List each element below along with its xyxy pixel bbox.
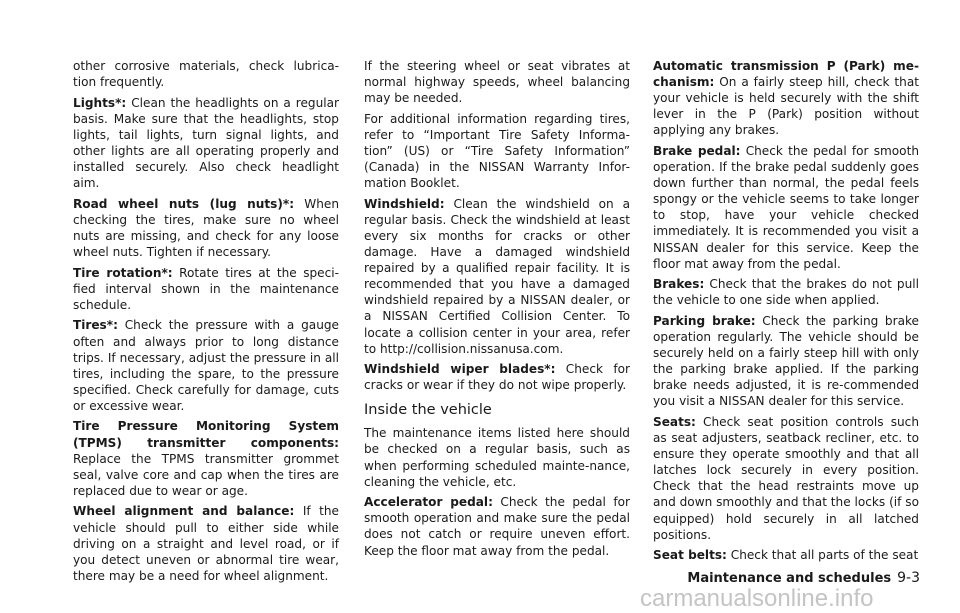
manual-paragraph <box>73 196 339 260</box>
item-text: other corrosive materials, check lubrica-tion frequently. <box>73 59 339 90</box>
item-text: When checking the tires, make sure no wheel nuts are missing, and check for any loose wheel nuts. Tighten if necessary. <box>73 196 339 260</box>
manual-paragraph <box>653 313 919 410</box>
column-middle <box>364 58 630 563</box>
item-term: Brakes: <box>653 277 705 292</box>
item-text: For additional information regarding tires, refer to “Important Tire Safety Informa-tion” (US) or “Tire Safety Information” (Canada) in the NISSAN Warranty Infor-mation Booklet. <box>364 111 630 191</box>
item-text: Clean the headlights on a regular basis. Make sure that the headlights, stop lights, tail lights, turn signal lights, and other lights are all operating properly and installed securely. Also check headlight aim. <box>73 95 339 191</box>
manual-paragraph <box>653 143 919 272</box>
item-text: Check the parking brake operation regularly. The vehicle should be securely held on a fairly steep hill with only the parking brake applied. If the parking brake needs adjusted, it is re-commended you visit a NISSAN dealer for this service. <box>653 313 919 409</box>
item-term: Accelerator pedal: <box>364 495 493 510</box>
item-text: Clean the windshield on a regular basis. Check the windshield at least every six months for cracks or other damage. Have a damaged windshield repaired by a qualified repair facility. It is recommended that you have a damaged windshield repaired by a NISSAN dealer, or a NISSAN Certified Collision Center. To locate a collision center in your area, refer to http://collision.nissanusa.com. <box>364 196 630 356</box>
manual-paragraph <box>364 196 630 357</box>
item-term: Seat belts: <box>653 548 727 563</box>
manual-paragraph <box>73 95 339 192</box>
item-term: Windshield: <box>364 196 445 211</box>
manual-paragraph <box>364 58 630 106</box>
manual-paragraph <box>73 503 339 583</box>
item-text: Check that all parts of the seat <box>730 548 919 563</box>
item-term: Tire Pressure Monitoring System (TPMS) transmitter components: <box>73 419 339 450</box>
item-text: If the vehicle should pull to either side while driving on a straight and level road, or if you detect uneven or abnormal tire wear, there may be a need for wheel alignment. <box>73 504 339 583</box>
manual-paragraph <box>364 111 630 191</box>
item-term: Windshield wiper blades*: <box>364 362 556 377</box>
item-text: Check for cracks or wear if they do not wipe properly. <box>364 362 630 393</box>
manual-paragraph <box>653 58 919 138</box>
item-text: Replace the TPMS transmitter grommet seal, valve core and cap when the tires are replaced due to wear or age. <box>73 451 339 498</box>
section-heading-inside-vehicle: Inside the vehicle <box>364 402 492 419</box>
column-right <box>653 58 919 568</box>
page-footer <box>687 570 920 586</box>
item-term: Lights*: <box>73 95 127 110</box>
manual-paragraph <box>653 276 919 308</box>
item-text: The maintenance items listed here should be checked on a regular basis, such as when performing scheduled mainte-nance, cleaning the vehicle, etc. <box>364 426 630 489</box>
item-text: Check seat position controls such as seat adjusters, seatback recliner, etc. to ensure they operate smoothly and that all latches lock securely in every position. Check that the head restraints move up and down smoothly and that the locks (if so equipped) hold securely in all latched positions. <box>653 414 919 542</box>
item-text: Check the pressure with a gauge often and always prior to long distance trips. If necessary, adjust the pressure in all tires, including the spare, to the pressure specified. Check carefully for damage, cuts or excessive wear. <box>73 318 339 413</box>
manual-paragraph <box>364 494 630 558</box>
footer-section-title: Maintenance and schedules <box>687 571 892 586</box>
manual-paragraph <box>73 317 339 414</box>
item-term: Road wheel nuts (lug nuts)*: <box>73 196 295 211</box>
item-text: Check that the brakes do not pull the vehicle to one side when applied. <box>653 277 919 308</box>
manual-paragraph <box>653 414 919 543</box>
item-text: Rotate tires at the speci-fied interval shown in the maintenance schedule. <box>73 265 339 312</box>
manual-paragraph <box>364 361 630 393</box>
item-term: Wheel alignment and balance: <box>73 504 295 519</box>
item-text: Check the pedal for smooth operation and make sure the pedal does not catch or require uneven effort. Keep the floor mat away from the pedal. <box>364 495 631 558</box>
item-text: On a fairly steep hill, check that your vehicle is held securely with the shift lever in the P (Park) position without applying any brakes. <box>653 75 919 138</box>
manual-paragraph <box>73 265 339 313</box>
item-term: Parking brake: <box>653 313 756 328</box>
column-left <box>73 58 339 588</box>
manual-paragraph <box>73 58 339 90</box>
item-term: Tire rotation*: <box>73 265 173 280</box>
item-term: Brake pedal: <box>653 143 741 158</box>
item-term: Automatic transmission P (Park) me-chanism: <box>653 59 919 90</box>
item-text: Check the pedal for smooth operation. If the brake pedal suddenly goes down further than normal, the pedal feels spongy or the vehicle seems to take longer to stop, have your vehicle checked immediately. It is recommended you visit a NISSAN dealer for this service. Keep the floor mat away from the pedal. <box>653 143 919 271</box>
manual-paragraph <box>73 418 339 498</box>
item-term: Tires*: <box>73 318 118 333</box>
page-number: 9-3 <box>897 570 920 586</box>
manual-paragraph <box>364 425 630 489</box>
item-term: Seats: <box>653 414 696 429</box>
item-text: If the steering wheel or seat vibrates at normal highway speeds, wheel balancing may be needed. <box>364 59 630 106</box>
manual-paragraph <box>653 547 919 563</box>
watermark-text: carmanualsonline.info <box>640 585 874 612</box>
